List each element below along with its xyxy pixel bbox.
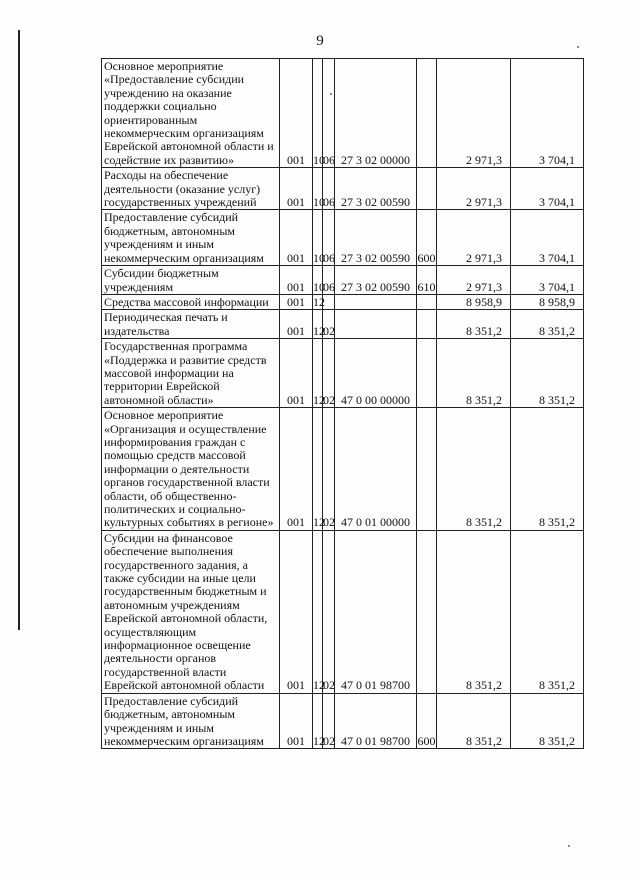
row-expense-type-cell xyxy=(417,59,437,168)
row-section-code-cell: 12 xyxy=(313,530,323,693)
row-amount-year1-cell: 2 971,3 xyxy=(437,168,511,210)
row-ministry-code-cell: 001 xyxy=(280,168,313,210)
row-name-cell: Средства массовой информации xyxy=(102,294,280,309)
row-subsection-code-cell: 06 xyxy=(323,266,335,295)
row-expense-type-cell xyxy=(417,310,437,339)
row-target-item-code-cell: 47 0 00 00000 xyxy=(335,339,417,408)
row-name-cell: Субсидии бюджетным учреждениям xyxy=(102,266,280,295)
row-subsection-code-cell: 06 xyxy=(323,59,335,168)
scan-speck xyxy=(577,46,579,48)
scan-edge-line xyxy=(18,30,20,630)
row-amount-year1-cell: 2 971,3 xyxy=(437,59,511,168)
row-name-cell: Периодическая печать и издательства xyxy=(102,310,280,339)
row-subsection-code-cell: 02 xyxy=(323,693,335,749)
table-row xyxy=(102,408,584,531)
row-amount-year1-cell: 8 351,2 xyxy=(437,339,511,408)
row-target-item-code-cell xyxy=(335,294,417,309)
budget-table-body xyxy=(102,59,584,749)
table-row xyxy=(102,168,584,210)
row-amount-year2-cell: 8 351,2 xyxy=(511,530,584,693)
row-section-code-cell: 12 xyxy=(313,310,323,339)
row-amount-year1-cell: 8 351,2 xyxy=(437,530,511,693)
row-ministry-code-cell: 001 xyxy=(280,339,313,408)
row-amount-year1-cell: 8 958,9 xyxy=(437,294,511,309)
row-amount-year1-cell: 2 971,3 xyxy=(437,210,511,266)
table-row xyxy=(102,310,584,339)
row-amount-year2-cell: 8 351,2 xyxy=(511,408,584,531)
row-ministry-code-cell: 001 xyxy=(280,310,313,339)
row-target-item-code-cell: 47 0 01 98700 xyxy=(335,693,417,749)
page-number: 9 xyxy=(316,33,324,49)
row-ministry-code-cell: 001 xyxy=(280,294,313,309)
scan-speck xyxy=(568,845,570,847)
row-section-code-cell: 10 xyxy=(313,59,323,168)
table-row xyxy=(102,693,584,749)
row-expense-type-cell xyxy=(417,294,437,309)
row-name-cell: Основное мероприятие «Предоставление субсидии учреждению на оказание поддержки социально ориентированным некоммерческим организациям Еврейской автономной области и содействие их развитию» xyxy=(102,59,280,168)
table-row xyxy=(102,294,584,309)
row-name-cell: Расходы на обеспечение деятельности (оказание услуг) государственных учреждений xyxy=(102,168,280,210)
row-expense-type-cell: 610 xyxy=(417,266,437,295)
row-section-code-cell: 12 xyxy=(313,339,323,408)
row-expense-type-cell xyxy=(417,408,437,531)
scan-speck xyxy=(330,93,332,95)
row-ministry-code-cell: 001 xyxy=(280,408,313,531)
table-row xyxy=(102,210,584,266)
table-row xyxy=(102,59,584,168)
row-section-code-cell: 12 xyxy=(313,693,323,749)
row-ministry-code-cell: 001 xyxy=(280,266,313,295)
row-amount-year1-cell: 8 351,2 xyxy=(437,408,511,531)
row-target-item-code-cell: 47 0 01 00000 xyxy=(335,408,417,531)
row-target-item-code-cell xyxy=(335,310,417,339)
row-ministry-code-cell: 001 xyxy=(280,210,313,266)
row-target-item-code-cell: 27 3 02 00590 xyxy=(335,210,417,266)
row-section-code-cell: 10 xyxy=(313,266,323,295)
row-name-cell: Государственная программа «Поддержка и развитие средств массовой информации на территории Еврейской автономной области» xyxy=(102,339,280,408)
row-target-item-code-cell: 47 0 01 98700 xyxy=(335,530,417,693)
row-ministry-code-cell: 001 xyxy=(280,693,313,749)
table-row xyxy=(102,530,584,693)
row-subsection-code-cell: 02 xyxy=(323,408,335,531)
row-subsection-code-cell: 06 xyxy=(323,168,335,210)
row-target-item-code-cell: 27 3 02 00590 xyxy=(335,168,417,210)
row-amount-year1-cell: 2 971,3 xyxy=(437,266,511,295)
row-section-code-cell: 10 xyxy=(313,210,323,266)
row-subsection-code-cell: 06 xyxy=(323,210,335,266)
row-amount-year2-cell: 3 704,1 xyxy=(511,168,584,210)
row-amount-year2-cell: 8 958,9 xyxy=(511,294,584,309)
row-section-code-cell: 12 xyxy=(313,294,325,309)
row-section-code-cell: 10 xyxy=(313,168,323,210)
row-ministry-code-cell: 001 xyxy=(280,59,313,168)
budget-table xyxy=(101,58,584,749)
row-ministry-code-cell: 001 xyxy=(280,530,313,693)
row-target-item-code-cell: 27 3 02 00590 xyxy=(335,266,417,295)
table-row xyxy=(102,266,584,295)
row-subsection-code-cell: 02 xyxy=(323,339,335,408)
row-section-code-cell: 12 xyxy=(313,408,323,531)
row-name-cell: Предоставление субсидий бюджетным, автономным учреждениям и иным некоммерческим организациям xyxy=(102,210,280,266)
row-amount-year2-cell: 8 351,2 xyxy=(511,693,584,749)
row-amount-year2-cell: 3 704,1 xyxy=(511,210,584,266)
row-target-item-code-cell: 27 3 02 00000 xyxy=(335,59,417,168)
row-amount-year1-cell: 8 351,2 xyxy=(437,693,511,749)
row-expense-type-cell: 600 xyxy=(417,210,437,266)
row-amount-year2-cell: 3 704,1 xyxy=(511,266,584,295)
row-expense-type-cell xyxy=(417,168,437,210)
row-amount-year2-cell: 8 351,2 xyxy=(511,339,584,408)
table-row xyxy=(102,339,584,408)
row-amount-year2-cell: 8 351,2 xyxy=(511,310,584,339)
row-amount-year2-cell: 3 704,1 xyxy=(511,59,584,168)
row-name-cell: Предоставление субсидий бюджетным, автономным учреждениям и иным некоммерческим организациям xyxy=(102,693,280,749)
row-subsection-code-cell: 02 xyxy=(323,530,335,693)
row-expense-type-cell xyxy=(417,339,437,408)
row-expense-type-cell: 600 xyxy=(417,693,437,749)
row-name-cell: Основное мероприятие «Организация и осуществление информирования граждан с помощью средств массовой информации о деятельности органов государственной власти области, об общественно-политических и социально-культурных событиях в регионе» xyxy=(102,408,280,531)
row-subsection-code-cell: 02 xyxy=(323,310,335,339)
row-amount-year1-cell: 8 351,2 xyxy=(437,310,511,339)
row-name-cell: Субсидии на финансовое обеспечение выполнения государственного задания, а также субсидии на иные цели государственным бюджетным и автономным учреждениям Еврейской автономной области, осуществляющим информационное освещение деятельности органов государственной власти Еврейской автономной области xyxy=(102,530,280,693)
row-expense-type-cell xyxy=(417,530,437,693)
